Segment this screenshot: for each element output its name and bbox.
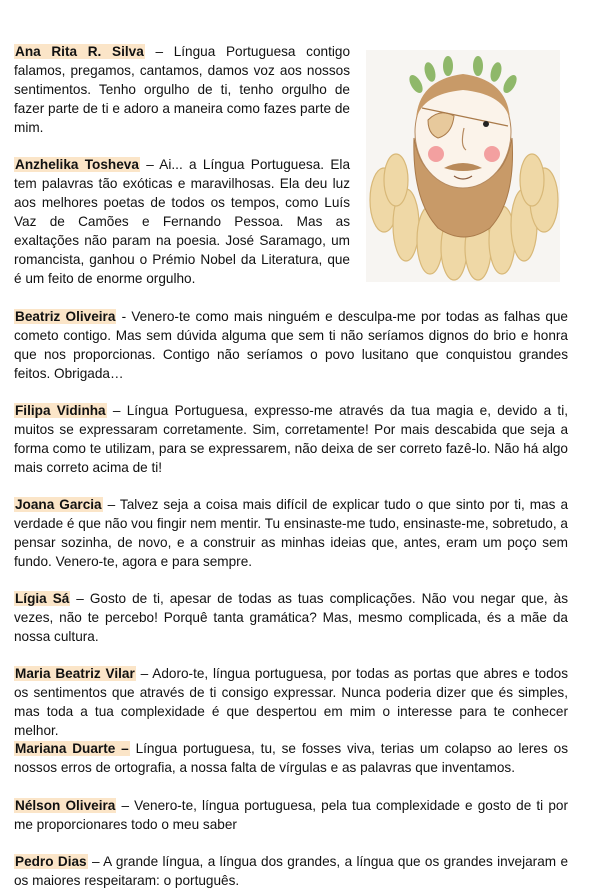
author-name: Pedro Dias bbox=[15, 854, 87, 869]
camoes-portrait-icon bbox=[366, 50, 560, 282]
author-name: Anzhelika Tosheva bbox=[15, 157, 139, 172]
entry-text: Língua portuguesa, tu, se fosses viva, terias um colapso ao leres os nossos erros de ortografia, a nossa falta de vírgulas e as palavras que inventamos. bbox=[14, 741, 568, 775]
entry-ligia bbox=[14, 589, 568, 646]
entry-text: – Língua Portuguesa, expresso-me através da tua magia e, devido a ti, muitos se expressaram corretamente. Sim, corretamente! Por mais descabida que seja a forma como te utilizam, para se expressarem, não deixa de ser correto fazê-lo. Não há algo mais correto acima de ti! bbox=[14, 403, 569, 475]
entry-text: – Língua Portuguesa contigo falamos, pregamos, cantamos, damos voz aos nossos sentimentos. Tenho orgulho de ti, tenho orgulho de fazer parte de ti e adoro a maneira como fazes parte de mim. bbox=[14, 44, 351, 135]
entry-anzhelika bbox=[14, 155, 350, 288]
entry-text: – A grande língua, a língua dos grandes, a língua que os grandes invejaram e os maiores respeitaram: o português. bbox=[14, 854, 568, 888]
author-name: Filipa Vidinha bbox=[15, 403, 106, 418]
entry-mariana bbox=[14, 739, 568, 777]
author-name: Nélson Oliveira bbox=[15, 798, 116, 813]
entry-beatriz bbox=[14, 307, 568, 383]
entry-text: - Venero-te como mais ninguém e desculpa-me por todas as falhas que cometo contigo. Mas sem dúvida alguma que sem ti não seríamos dignos do brio e honra que nos proporcionas. Contigo não seríamos o povo lusitano que conquistou grandes feitos. Obrigada… bbox=[14, 309, 568, 381]
author-name: Beatriz Oliveira bbox=[15, 309, 116, 324]
author-name: Ana Rita R. Silva bbox=[15, 44, 144, 59]
entry-text: – Talvez seja a coisa mais difícil de explicar tudo o que sinto por ti, mas a verdade é que não vou fingir nem mentir. Tu ensinaste-me tudo, ensinaste-me, sobretudo, a pensar sozinha, de novo, e a construir as minhas ideias que, antes, eram um poço sem fundo. Venero-te, agora e para sempre. bbox=[14, 497, 568, 569]
entry-nelson bbox=[14, 796, 568, 834]
author-name: Maria Beatriz Vilar bbox=[15, 666, 135, 681]
author-name: Lígia Sá bbox=[15, 591, 70, 606]
entry-pedro bbox=[14, 852, 568, 890]
entry-text: – Gosto de ti, apesar de todas as tuas complicações. Não vou negar que, às vezes, não te percebo! Porquê tanta gramática? Mas, mesmo complicada, és a mãe da nossa cultura. bbox=[14, 591, 569, 644]
entry-text: – Ai... a Língua Portuguesa. Ela tem palavras tão exóticas e maravilhosas. Ela deu luz aos melhores poetas de todos os tempos, como Luís Vaz de Camões e Fernando Pessoa. Mas as exaltações não param na poesia. José Saramago, um romancista, ganhou o Prémio Nobel da Literatura, que é um feito de enorme orgulho. bbox=[14, 157, 351, 286]
entry-filipa bbox=[14, 401, 568, 477]
entry-text: – Adoro-te, língua portuguesa, por todas as portas que abres e todos os sentimentos que através de ti consigo expressar. Nunca poderia dizer que és simples, mas toda a tua complexidade é que despertou em mim o interesse para te conhecer melhor. bbox=[14, 666, 569, 738]
entry-maria-beatriz bbox=[14, 664, 568, 740]
author-name: Joana Garcia bbox=[15, 497, 102, 512]
author-name: Mariana Duarte – bbox=[15, 741, 129, 756]
entry-text: – Venero-te, língua portuguesa, pela tua complexidade e gosto de ti por me proporcionares todo o meu saber bbox=[14, 798, 568, 832]
entry-ana-rita bbox=[14, 42, 350, 137]
entry-joana bbox=[14, 495, 568, 571]
